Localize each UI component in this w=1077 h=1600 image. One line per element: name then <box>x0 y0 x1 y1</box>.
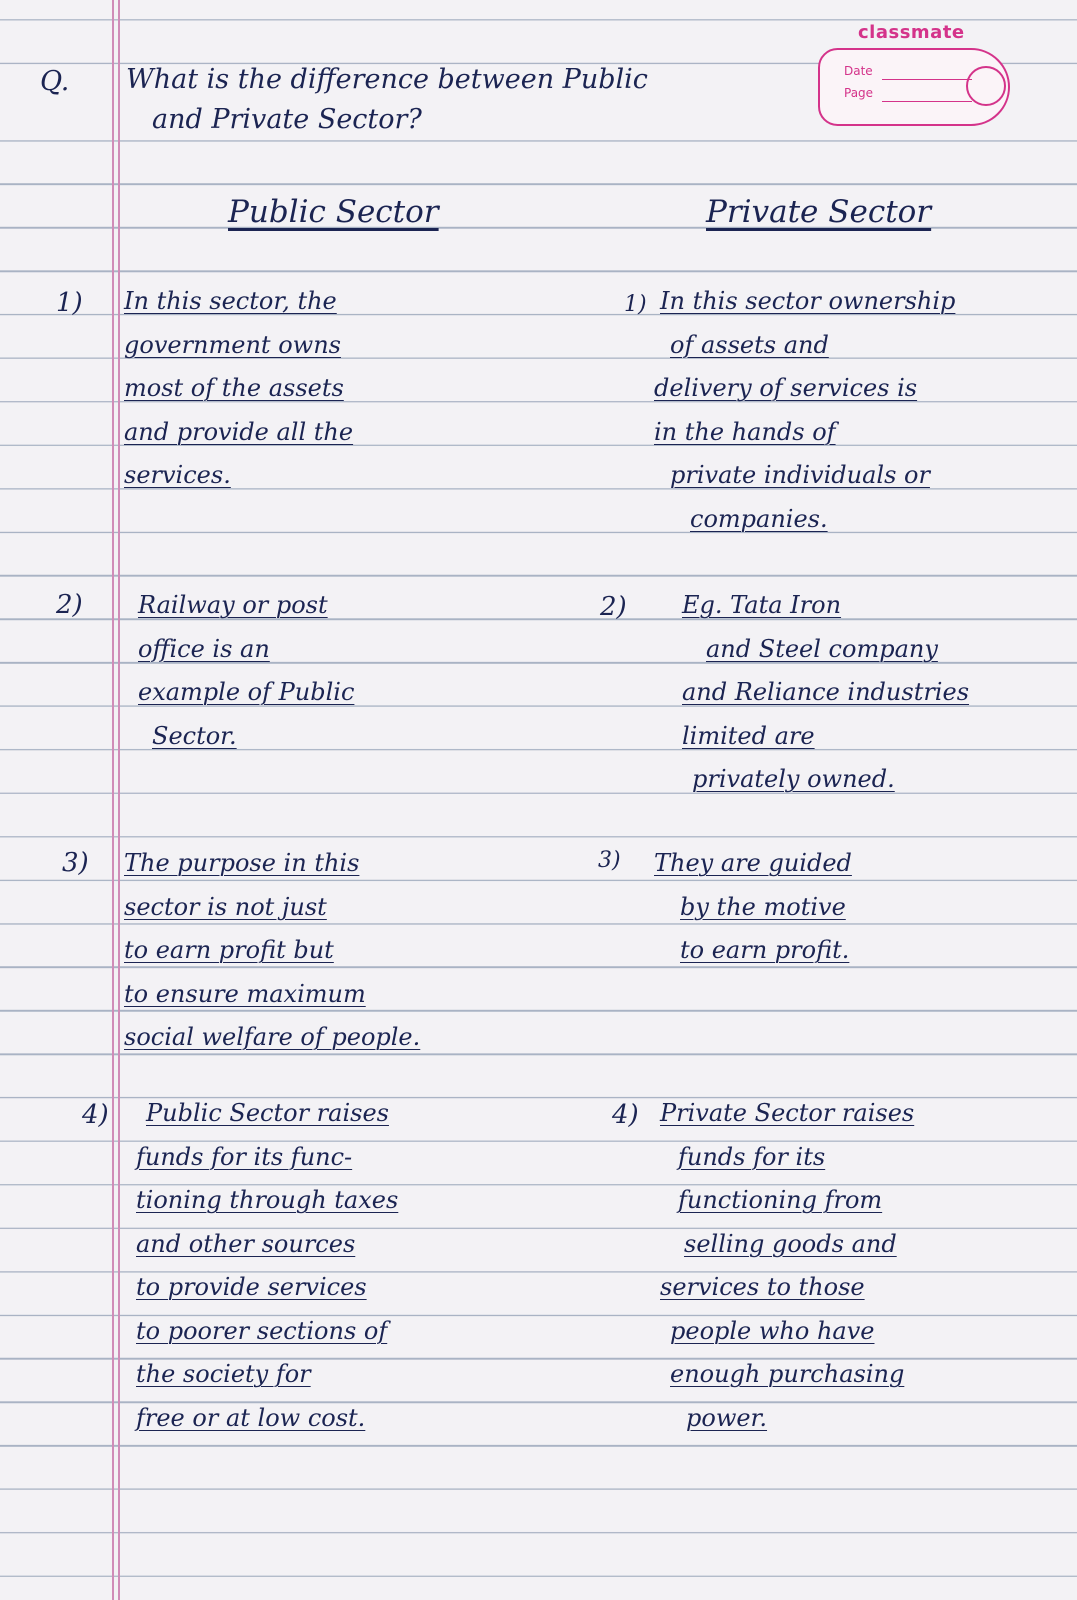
point-2-public-text <box>138 584 354 758</box>
text-line: delivery of services is <box>654 374 918 402</box>
point-1-private-number: 1) <box>624 292 647 317</box>
heading-public: Public Sector <box>228 194 439 230</box>
page-line <box>882 101 972 102</box>
text-line: Sector. <box>152 721 237 750</box>
text-line: limited are <box>682 721 815 750</box>
text-line: example of Public <box>138 678 355 706</box>
text-line: funds for its func- <box>136 1142 353 1171</box>
text-line: and Reliance industries <box>682 678 970 706</box>
point-4-private-text <box>660 1092 914 1440</box>
point-3-private-text <box>654 842 852 973</box>
text-line: government owns <box>124 330 341 359</box>
text-line: services. <box>124 461 231 489</box>
text-line: to earn profit. <box>680 936 850 964</box>
text-line: In this sector ownership <box>660 287 956 315</box>
text-line: enough purchasing <box>670 1360 905 1388</box>
text-line: to earn profit but <box>124 936 334 964</box>
text-line: power. <box>686 1403 768 1432</box>
text-line: Eg. Tata Iron <box>682 591 842 619</box>
text-line: selling goods and <box>684 1229 897 1258</box>
heading-private: Private Sector <box>706 194 932 230</box>
question-line-2: and Private Sector? <box>152 104 422 135</box>
text-line: They are guided <box>654 849 852 877</box>
text-line: In this sector, the <box>124 287 337 315</box>
text-line: Railway or post <box>138 591 328 619</box>
point-1-public-text <box>124 280 353 498</box>
point-2-private-number: 2) <box>600 592 627 622</box>
page-label: Page <box>844 86 874 100</box>
text-line: to poorer sections of <box>136 1316 388 1345</box>
text-line: funds for its <box>678 1142 826 1171</box>
margin-line-left-2 <box>118 0 120 1600</box>
point-2-number: 2) <box>56 590 83 620</box>
text-line: and Steel company <box>706 634 938 663</box>
point-1-number: 1) <box>56 288 83 318</box>
text-line: people who have <box>670 1316 875 1345</box>
text-line: private individuals or <box>670 461 930 489</box>
text-line: and provide all the <box>124 417 354 446</box>
brand-circle <box>966 66 1006 106</box>
point-3-number: 3) <box>62 848 89 878</box>
text-line: office is an <box>138 634 270 663</box>
text-line: the society for <box>136 1360 311 1388</box>
text-line: in the hands of <box>654 417 836 446</box>
point-3-public-text <box>124 842 420 1060</box>
text-line: tioning through taxes <box>136 1186 399 1214</box>
text-line: privately owned. <box>692 765 895 793</box>
date-label: Date <box>844 64 873 78</box>
margin-line-left <box>112 0 114 1600</box>
text-line: to provide services <box>136 1273 367 1301</box>
text-line: and other sources <box>136 1229 356 1258</box>
text-line: Private Sector raises <box>660 1099 915 1127</box>
point-4-private-number: 4) <box>612 1100 639 1130</box>
date-line <box>882 79 972 80</box>
text-line: functioning from <box>678 1186 883 1214</box>
date-page-box <box>818 48 1010 126</box>
question-line-1: What is the difference between Public <box>126 64 648 95</box>
text-line: Public Sector raises <box>146 1099 389 1127</box>
point-4-number: 4) <box>82 1100 109 1130</box>
point-3-private-number: 3) <box>598 848 621 873</box>
point-4-public-text <box>136 1092 398 1440</box>
text-line: social welfare of people. <box>124 1023 421 1051</box>
text-line: The purpose in this <box>124 849 360 877</box>
text-line: to ensure maximum <box>124 979 366 1008</box>
point-1-private-text <box>654 280 956 541</box>
text-line: sector is not just <box>124 892 327 921</box>
text-line: most of the assets <box>124 374 344 402</box>
text-line: companies. <box>690 504 828 533</box>
brand-logo: classmate <box>858 22 965 43</box>
text-line: by the motive <box>680 892 846 921</box>
text-line: services to those <box>660 1273 865 1301</box>
question-marker: Q. <box>40 66 70 97</box>
text-line: free or at low cost. <box>136 1403 366 1432</box>
text-line: of assets and <box>670 330 829 359</box>
point-2-private-text <box>682 584 969 802</box>
